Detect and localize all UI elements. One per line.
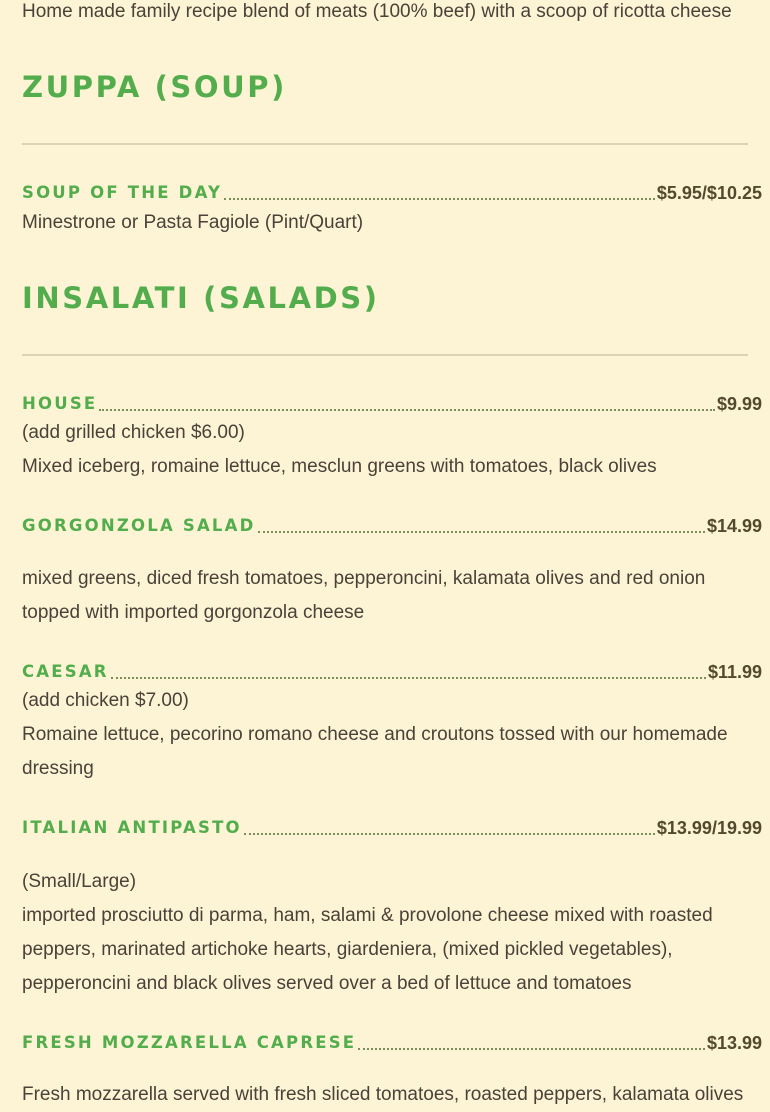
dot-leader bbox=[111, 677, 706, 679]
menu-item-gorgonzola-salad bbox=[22, 514, 762, 536]
item-name: FRESH MOZZARELLA CAPRESE bbox=[22, 1033, 357, 1052]
item-name: CAESAR bbox=[22, 662, 109, 681]
item-description: mixed greens, diced fresh tomatoes, pepperoncini, kalamata olives and red onion topped with imported gorgonzola cheese bbox=[22, 568, 706, 623]
item-description: Minestrone or Pasta Fagiole (Pint/Quart) bbox=[22, 212, 364, 233]
item-note: (Small/Large) bbox=[22, 871, 137, 892]
menu-item-caesar bbox=[22, 660, 762, 682]
item-description: Mixed iceberg, romaine lettuce, mesclun greens with tomatoes, black olives bbox=[22, 456, 657, 477]
item-description: imported prosciutto di parma, ham, salami & provolone cheese mixed with roasted peppers, marinated artichoke hearts, giardeniera, (mixed pickled vegetables), pepperoncini and black olives served over a bed of lettuce and tomatoes bbox=[22, 905, 713, 994]
section-title-soup: ZUPPA (SOUP) bbox=[22, 70, 288, 104]
dot-leader bbox=[358, 1048, 705, 1050]
section-divider bbox=[22, 143, 748, 145]
item-note: (add grilled chicken $6.00) bbox=[22, 422, 245, 443]
item-name: SOUP OF THE DAY bbox=[22, 183, 223, 202]
item-price: $5.95/$10.25 bbox=[656, 183, 762, 203]
intro-description: Home made family recipe blend of meats (100% beef) with a scoop of ricotta cheese bbox=[22, 1, 732, 22]
item-description: Fresh mozzarella served with fresh sliced tomatoes, roasted peppers, kalamata olives bbox=[22, 1084, 744, 1105]
section-title-salads: INSALATI (SALADS) bbox=[22, 281, 380, 315]
dot-leader bbox=[224, 198, 655, 200]
item-price: $13.99 bbox=[706, 1033, 762, 1053]
dot-leader bbox=[244, 833, 655, 835]
dot-leader bbox=[99, 409, 715, 411]
menu-item-house bbox=[22, 392, 762, 414]
item-price: $14.99 bbox=[706, 516, 762, 536]
item-price: $13.99/19.99 bbox=[656, 818, 762, 838]
menu-item-italian-antipasto bbox=[22, 816, 762, 838]
item-price: $11.99 bbox=[707, 662, 762, 682]
item-name: GORGONZOLA SALAD bbox=[22, 516, 256, 535]
menu-item-soup-of-the-day bbox=[22, 181, 762, 203]
menu-item-fresh-mozzarella-caprese bbox=[22, 1031, 762, 1053]
item-description: Romaine lettuce, pecorino romano cheese and croutons tossed with our homemade dressing bbox=[22, 724, 728, 779]
item-note: (add chicken $7.00) bbox=[22, 690, 189, 711]
dot-leader bbox=[258, 531, 705, 533]
section-divider bbox=[22, 354, 748, 356]
item-name: HOUSE bbox=[22, 394, 98, 413]
item-price: $9.99 bbox=[716, 394, 762, 414]
item-name: ITALIAN ANTIPASTO bbox=[22, 818, 242, 837]
